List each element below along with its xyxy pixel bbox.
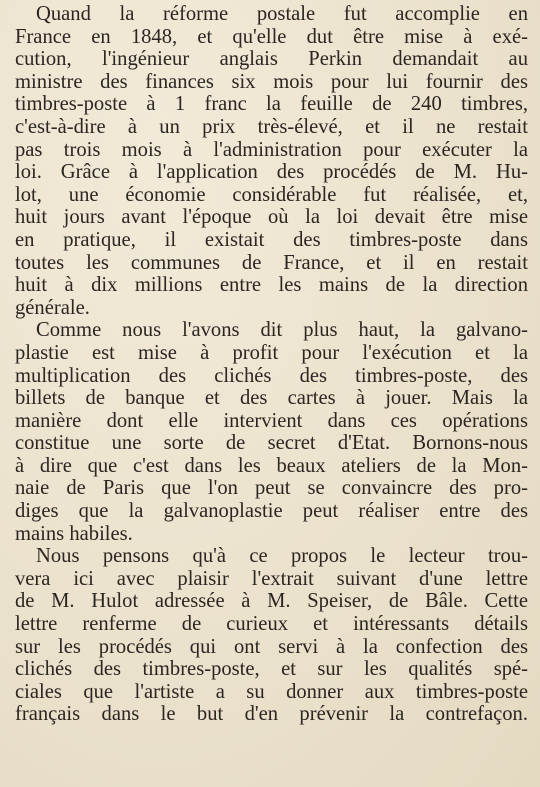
text-line: constitue une sorte de secret d'Etat. Bornons-nous <box>15 432 528 455</box>
text-line: France en 1848, et qu'elle dut être mise à exé- <box>15 25 528 48</box>
text-line: timbres-poste à 1 franc la feuille de 240 timbres, <box>15 93 528 116</box>
text-line: toutes les communes de France, et il en restait <box>15 251 528 274</box>
text-line: mains habiles. <box>15 522 133 545</box>
text-line: vera ici avec plaisir l'extrait suivant d'une lettre <box>15 567 528 590</box>
text-line: huit à dix millions entre les mains de la direction <box>15 274 528 297</box>
text-line: générale. <box>15 296 90 319</box>
text-line: diges que la galvanoplastie peut réaliser entre des <box>15 500 528 523</box>
text-line: manière dont elle intervient dans ces opérations <box>15 409 528 432</box>
text-line: multiplication des clichés des timbres-poste, des <box>15 364 528 387</box>
text-line: à dire que c'est dans les beaux ateliers de la Mon- <box>15 454 528 477</box>
paragraph-1 <box>15 3 528 319</box>
text-line: plastie est mise à profit pour l'exécution et la <box>15 341 528 364</box>
text-line: français dans le but d'en prévenir la contrefaçon. <box>15 703 528 726</box>
text-line: huit jours avant l'époque où la loi devait être mise <box>15 206 528 229</box>
text-line: de M. Hulot adressée à M. Speiser, de Bâle. Cette <box>15 590 528 613</box>
text-line: ciales que l'artiste a su donner aux timbres-poste <box>15 680 528 703</box>
paragraph-2 <box>15 319 528 545</box>
text-line: Comme nous l'avons dit plus haut, la galvano- <box>36 319 528 342</box>
text-line: Quand la réforme postale fut accomplie en <box>36 3 528 25</box>
text-line: billets de banque et des cartes à jouer. Mais la <box>15 387 528 410</box>
text-line: pas trois mois à l'administration pour exécuter la <box>15 138 528 161</box>
text-line: sur les procédés qui ont servi à la confection des <box>15 635 528 658</box>
text-line: clichés des timbres-poste, et sur les qualités spé- <box>15 658 528 681</box>
text-line: lot, une économie considérable fut réalisée, et, <box>15 183 528 206</box>
text-line: lettre renferme de curieux et intéressants détails <box>15 613 528 636</box>
text-line: naie de Paris que l'on peut se convaincre des pro- <box>15 477 528 500</box>
text-line: loi. Grâce à l'application des procédés de M. Hu- <box>15 161 528 184</box>
paragraph-3 <box>15 545 528 726</box>
text-line: en pratique, il existait des timbres-poste dans <box>15 228 528 251</box>
text-line: Nous pensons qu'à ce propos le lecteur trou- <box>36 545 528 568</box>
text-line: ministre des finances six mois pour lui fournir des <box>15 70 528 93</box>
text-line: c'est-à-dire à un prix très-élevé, et il ne restait <box>15 115 528 138</box>
text-line: cution, l'ingénieur anglais Perkin demandait au <box>15 48 528 71</box>
